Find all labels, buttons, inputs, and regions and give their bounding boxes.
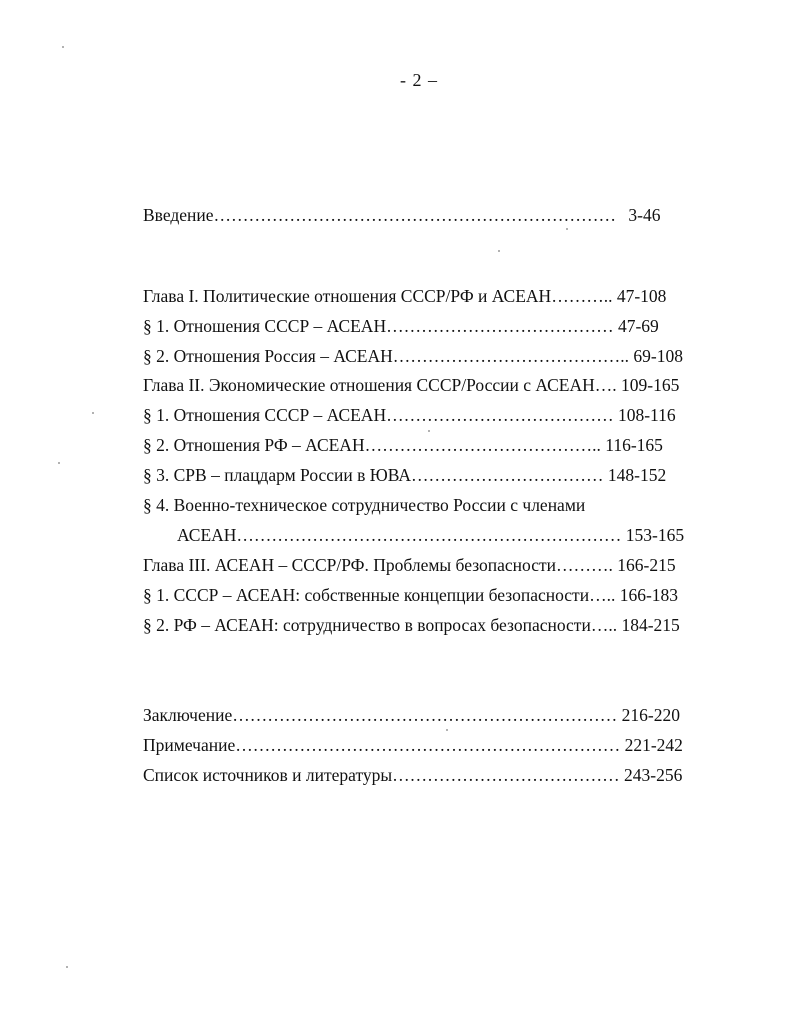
toc-entry-label: Примечание xyxy=(143,735,236,755)
toc-entry-chapter-2 xyxy=(143,374,694,396)
toc-page-range: 153-165 xyxy=(625,525,685,545)
toc-page-range: 166-215 xyxy=(617,555,676,575)
toc-leader-dots: ….. xyxy=(589,585,616,605)
toc-leader-dots: ………………………………… xyxy=(386,316,614,336)
toc-entry-chapter-3 xyxy=(143,554,694,576)
toc-page-range: 166-183 xyxy=(619,585,679,605)
toc-entry-notes xyxy=(143,734,694,756)
toc-entry-ch3-section-2 xyxy=(143,614,694,636)
toc-entry-ch1-section-1 xyxy=(143,315,694,337)
toc-entry-label: § 1. Отношения СССР – АСЕАН xyxy=(143,316,387,336)
toc-entry-ch2-section-4 xyxy=(143,494,694,516)
scan-speck xyxy=(446,729,448,731)
toc-entry-ch3-section-1 xyxy=(143,584,694,606)
toc-leader-dots: …. xyxy=(594,375,617,395)
toc-entry-intro xyxy=(143,204,671,226)
scan-speck xyxy=(58,462,60,464)
toc-leader-dots: ………………………………… xyxy=(392,765,620,785)
scan-speck xyxy=(566,228,568,230)
scan-speck xyxy=(62,46,64,48)
toc-entry-label: § 2. Отношения РФ – АСЕАН xyxy=(143,435,365,455)
toc-page-range: 216-220 xyxy=(621,705,680,725)
toc-entry-sources xyxy=(143,764,694,786)
toc-leader-dots: ………………………………………………………… xyxy=(235,735,621,755)
page-number: - 2 – xyxy=(400,70,438,90)
toc-entry-label: § 1. СССР – АСЕАН: собственные концепции безопасности xyxy=(143,585,590,605)
scan-speck xyxy=(428,430,430,432)
toc-entry-label: Глава II. Экономические отношения СССР/России с АСЕАН xyxy=(143,375,595,395)
toc-leader-dots: ………………………………………………………… xyxy=(236,525,622,545)
toc-leader-dots: ……….. xyxy=(551,286,613,306)
toc-entry-label: § 1. Отношения СССР – АСЕАН xyxy=(143,405,387,425)
toc-entry-label: Заключение xyxy=(143,705,233,725)
toc-leader-dots: ………………………………………………………… xyxy=(232,705,618,725)
toc-page-range: 69-108 xyxy=(633,346,683,366)
toc-entry-label: § 2. Отношения Россия – АСЕАН xyxy=(143,346,393,366)
scan-speck xyxy=(498,250,500,252)
toc-leader-dots: ………………………………….. xyxy=(364,435,601,455)
toc-page-range: 109-165 xyxy=(621,375,680,395)
toc-entry-ch2-section-4-cont xyxy=(177,524,694,546)
toc-entry-label: Введение xyxy=(143,205,214,225)
toc-entry-label: АСЕАН xyxy=(177,525,237,545)
toc-page-range: 184-215 xyxy=(621,615,680,635)
toc-page-range: 243-256 xyxy=(624,765,683,785)
toc-leader-dots: …………………………………………………………… xyxy=(213,205,617,225)
toc-entry-label: § 2. РФ – АСЕАН: сотрудничество в вопросах безопасности xyxy=(143,615,591,635)
toc-entry-label: Глава I. Политические отношения СССР/РФ и АСЕАН xyxy=(143,286,552,306)
toc-entry-label: Глава III. АСЕАН – СССР/РФ. Проблемы безопасности xyxy=(143,555,556,575)
toc-entry-ch1-section-2 xyxy=(143,345,694,367)
toc-leader-dots: ………. xyxy=(556,555,613,575)
scan-speck xyxy=(66,966,68,968)
toc-page-range: 116-165 xyxy=(605,435,663,455)
toc-page-range: 47-108 xyxy=(616,286,667,306)
toc-page-range: 148-152 xyxy=(607,465,667,485)
toc-page-range: 108-116 xyxy=(617,405,676,425)
toc-leader-dots: ….. xyxy=(590,615,618,635)
toc-page-range: 3-46 xyxy=(628,205,661,225)
scan-speck xyxy=(92,412,94,414)
toc-page-range: 47-69 xyxy=(617,316,659,336)
toc-leader-dots: …………………………… xyxy=(411,465,604,485)
toc-entry-label: § 4. Военно-техническое сотрудничество России с членами xyxy=(143,495,586,515)
toc-page-range: 221-242 xyxy=(624,735,683,755)
toc-entry-chapter-1 xyxy=(143,285,694,307)
toc-entry-ch2-section-2 xyxy=(143,434,694,456)
toc-leader-dots: ………………………………… xyxy=(386,405,614,425)
toc-entry-label: Список источников и литературы xyxy=(143,765,393,785)
toc-entry-ch2-section-3 xyxy=(143,464,694,486)
toc-entry-label: § 3. СРВ – плацдарм России в ЮВА xyxy=(143,465,411,485)
toc-leader-dots: ………………………………….. xyxy=(392,346,630,366)
toc-entry-conclusion xyxy=(143,704,694,726)
toc-entry-ch2-section-1 xyxy=(143,404,694,426)
